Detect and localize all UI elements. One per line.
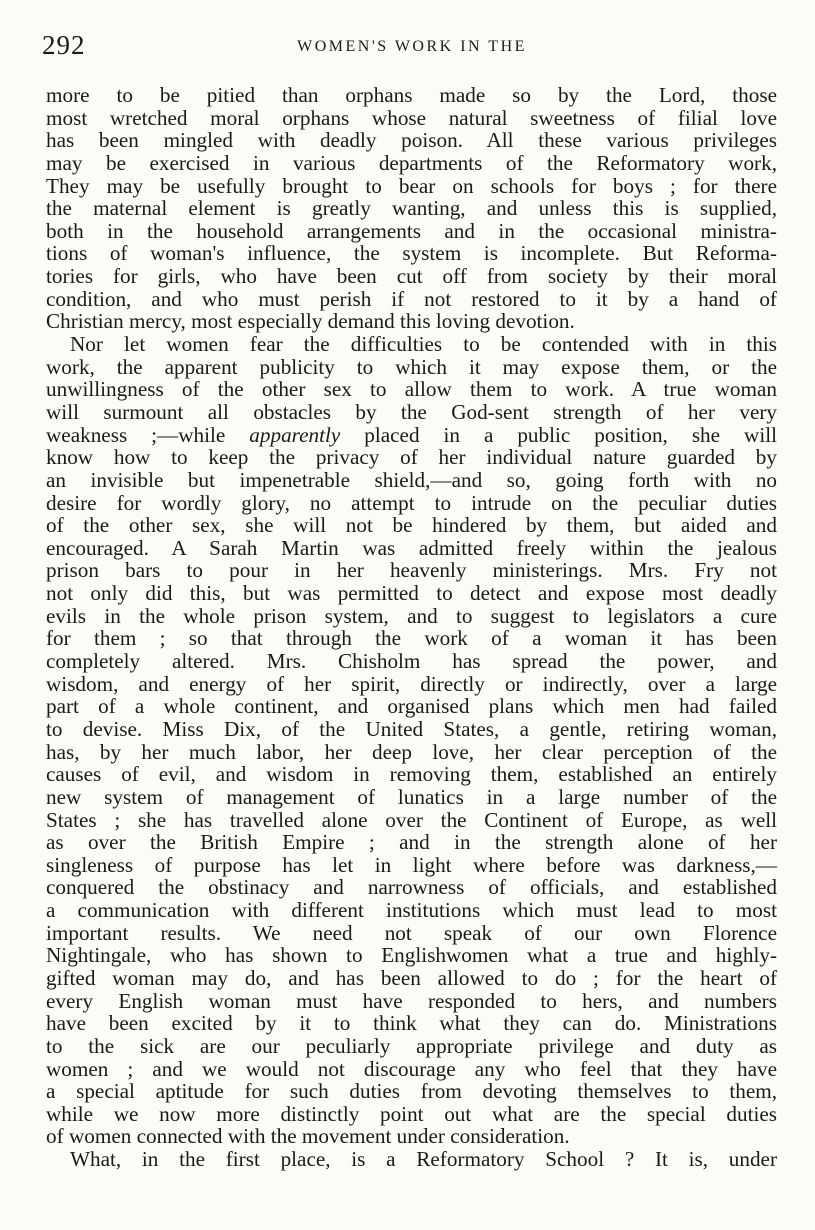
body-text [46,84,777,1171]
text-line: wisdom, and energy of her spirit, directly or indirectly, over a large [46,671,777,696]
text-line: prison bars to pour in her heavenly ministerings. Mrs. Fry not [46,558,777,583]
text-line: Nor let women fear the difficulties to be contended with in this [70,332,777,357]
text-line: evils in the whole prison system, and to suggest to legislators a cure [46,603,777,628]
text-line: of women connected with the movement under consideration. [46,1124,570,1149]
text-line: of the other sex, she will not be hindered by them, but aided and [46,513,777,538]
running-title: WOMEN'S WORK IN THE [297,38,527,55]
text-line: encouraged. A Sarah Martin was admitted freely within the jealous [46,535,777,560]
text-line: unwillingness of the other sex to allow them to work. A true woman [46,377,777,402]
text-line: has, by her much labor, her deep love, her clear perception of the [46,739,777,764]
text-line: a communication with different institutions which must lead to most [46,898,777,923]
text-line: not only did this, but was permitted to detect and expose most deadly [46,581,777,606]
text-line: conquered the obstinacy and narrowness of officials, and established [46,875,777,900]
text-line: a special aptitude for such duties from devoting themselves to them, [46,1079,777,1104]
text-line: for them ; so that through the work of a woman it has been [46,626,777,651]
text-line: tories for girls, who have been cut off from society by their moral [46,264,777,289]
text-line: gifted woman may do, and has been allowed to do ; for the heart of [46,965,777,990]
text-line: important results. We need not speak of our own Florence [46,920,777,945]
text-line: Nightingale, who has shown to Englishwomen what a true and highly- [46,943,777,968]
text-line: both in the household arrangements and in the occasional ministra- [46,218,777,243]
page-number: 292 [42,30,86,60]
text-line: to devise. Miss Dix, of the United States, a gentle, retiring woman, [46,716,777,741]
text-line: most wretched moral orphans whose natural sweetness of filial love [46,105,777,130]
text-line: completely altered. Mrs. Chisholm has spread the power, and [46,649,777,674]
text-line: singleness of purpose has let in light where before was darkness,— [46,852,777,877]
text-line: every English woman must have responded to hers, and numbers [46,988,777,1013]
text-line: as over the British Empire ; and in the strength alone of her [46,830,777,855]
text-line: new system of management of lunatics in a large number of the [46,784,777,809]
paragraph [46,1148,777,1171]
text-line: causes of evil, and wisdom in removing them, established an entirely [46,762,777,787]
text-line: will surmount all obstacles by the God-sent strength of her very [46,399,777,424]
page-header [42,30,782,64]
text-line: They may be usefully brought to bear on schools for boys ; for there [46,173,777,198]
text-line: States ; she has travelled alone over the Continent of Europe, as well [46,807,777,832]
text-line: have been excited by it to think what they can do. Ministrations [46,1011,777,1036]
text-line: part of a whole continent, and organised plans which men had failed [46,694,777,719]
text-line: to the sick are our peculiarly appropriate privilege and duty as [46,1033,777,1058]
text-line: an invisible but impenetrable shield,—and so, going forth with no [46,467,777,492]
text-line: work, the apparent publicity to which it may expose them, or the [46,354,777,379]
text-line: desire for wordly glory, no attempt to intrude on the peculiar duties [46,490,777,515]
text-line: more to be pitied than orphans made so by the Lord, those [46,83,777,107]
text-line: has been mingled with deadly poison. All these various privileges [46,128,777,153]
text-line: condition, and who must perish if not restored to it by a hand of [46,286,777,311]
text-line: Christian mercy, most especially demand this loving devotion. [46,309,575,334]
text-line: tions of woman's influence, the system is incomplete. But Reforma- [46,241,777,266]
text-line: while we now more distinctly point out what are the special duties [46,1101,777,1126]
paragraph [46,84,777,333]
text-line: may be exercised in various departments of the Reformatory work, [46,150,777,175]
text-line: What, in the first place, is a Reformatory School ? It is, under [70,1147,777,1172]
text-line: weakness ;—while apparently placed in a public position, she will [46,422,777,447]
paragraph [46,333,777,1148]
italic-text: apparently [249,422,341,447]
text-line: know how to keep the privacy of her individual nature guarded by [46,445,777,470]
text-line: women ; and we would not discourage any who feel that they have [46,1056,777,1081]
text-line: the maternal element is greatly wanting, and unless this is supplied, [46,196,777,221]
